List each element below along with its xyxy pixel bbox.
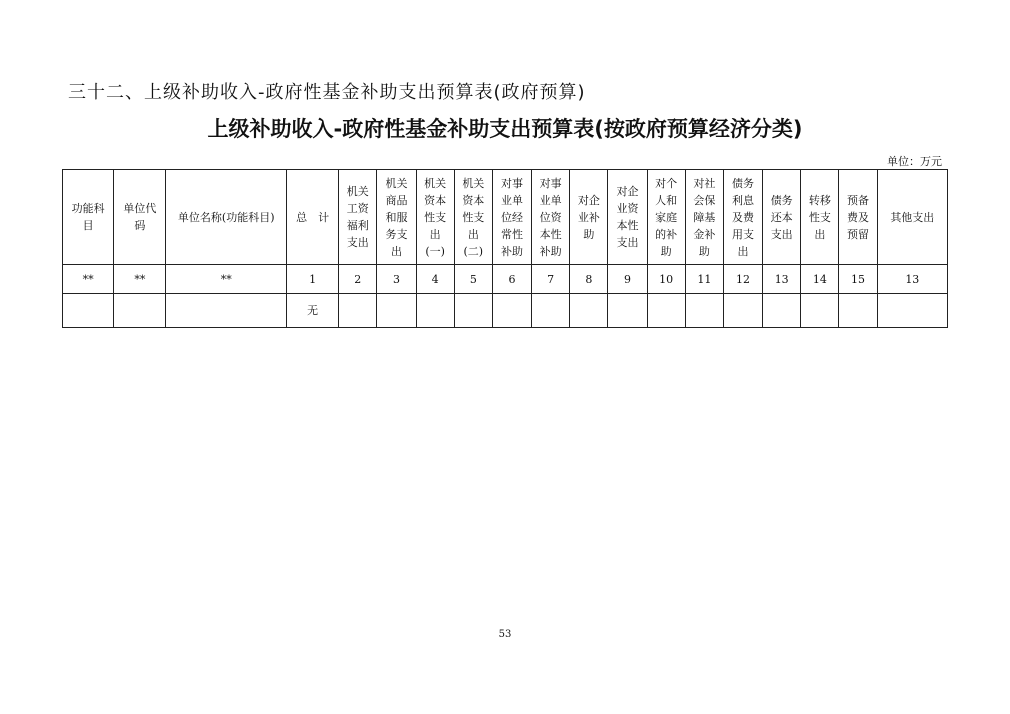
index-cell: 13 [877, 265, 947, 294]
budget-table [62, 169, 948, 328]
data-cell [801, 294, 839, 328]
page-number: 53 [498, 629, 512, 640]
index-cell: ** [63, 265, 114, 294]
header-cell [723, 170, 762, 265]
data-cell [685, 294, 723, 328]
index-cell: 11 [685, 265, 723, 294]
data-cell [377, 294, 416, 328]
header-label: 债务 还本 支出 [770, 193, 793, 241]
header-cell [763, 170, 801, 265]
header-label: 对事 业单 位经 常性 补助 [500, 176, 523, 258]
index-cell: 8 [570, 265, 608, 294]
header-cell [377, 170, 416, 265]
data-cell [166, 294, 287, 328]
data-cell [532, 294, 570, 328]
index-cell: 10 [647, 265, 685, 294]
header-cell [492, 170, 531, 265]
data-cell [608, 294, 647, 328]
header-label: 对企 业资 本性 支出 [616, 185, 639, 249]
table-row [63, 294, 948, 328]
data-cell [877, 294, 947, 328]
header-cell [877, 170, 947, 265]
index-cell: 9 [608, 265, 647, 294]
section-heading: 三十二、上级补助收入-政府性基金补助支出预算表(政府预算) [68, 82, 586, 103]
header-label: 功能科 目 [71, 202, 105, 232]
header-cell [63, 170, 114, 265]
data-cell [723, 294, 762, 328]
index-cell: 3 [377, 265, 416, 294]
header-label: 债务 利息 及费 用支 出 [732, 176, 755, 258]
data-cell [647, 294, 685, 328]
header-cell [114, 170, 166, 265]
header-label: 机关 资本 性支 出 (一) [424, 176, 447, 258]
index-cell: 6 [492, 265, 531, 294]
index-cell: 7 [532, 265, 570, 294]
index-cell: 2 [339, 265, 377, 294]
index-cell: 4 [416, 265, 454, 294]
data-cell [416, 294, 454, 328]
header-label: 对社 会保 障基 金补 助 [693, 176, 716, 258]
header-cell [608, 170, 647, 265]
index-cell: 13 [763, 265, 801, 294]
table-index-row [63, 265, 948, 294]
header-label: 机关 商品 和服 务支 出 [385, 176, 408, 258]
index-cell: 5 [454, 265, 492, 294]
index-cell: 15 [839, 265, 877, 294]
data-cell [839, 294, 877, 328]
data-cell [63, 294, 114, 328]
header-cell [647, 170, 685, 265]
data-cell: 无 [286, 294, 338, 328]
data-cell [339, 294, 377, 328]
header-label: 单位代 码 [123, 202, 157, 232]
data-cell [114, 294, 166, 328]
header-label: 对个 人和 家庭 的补 助 [655, 176, 678, 258]
header-cell [286, 170, 338, 265]
index-cell: 12 [723, 265, 762, 294]
index-cell: ** [114, 265, 166, 294]
header-label: 转移 性支 出 [808, 193, 831, 241]
table-header-row [63, 170, 948, 265]
header-cell [454, 170, 492, 265]
header-label: 其他支出 [890, 210, 935, 224]
data-cell [763, 294, 801, 328]
header-cell [532, 170, 570, 265]
header-label: 预备 费及 预留 [847, 193, 870, 241]
header-label: 对事 业单 位资 本性 补助 [539, 176, 562, 258]
header-cell [570, 170, 608, 265]
header-label: 机关 资本 性支 出 (二) [462, 176, 485, 258]
data-cell [454, 294, 492, 328]
index-cell: 14 [801, 265, 839, 294]
document-title: 上级补助收入-政府性基金补助支出预算表(按政府预算经济分类) [207, 117, 803, 141]
data-cell [570, 294, 608, 328]
index-cell: ** [166, 265, 287, 294]
header-cell [166, 170, 287, 265]
header-cell [416, 170, 454, 265]
header-cell [685, 170, 723, 265]
header-cell [801, 170, 839, 265]
unit-note: 单位：万元 [887, 155, 942, 168]
data-cell [492, 294, 531, 328]
header-label: 对企 业补 助 [577, 193, 600, 241]
header-label: 总 计 [296, 210, 330, 224]
header-label: 机关 工资 福利 支出 [346, 185, 369, 249]
header-cell [839, 170, 877, 265]
header-cell [339, 170, 377, 265]
index-cell: 1 [286, 265, 338, 294]
header-label: 单位名称(功能科目) [177, 210, 275, 224]
